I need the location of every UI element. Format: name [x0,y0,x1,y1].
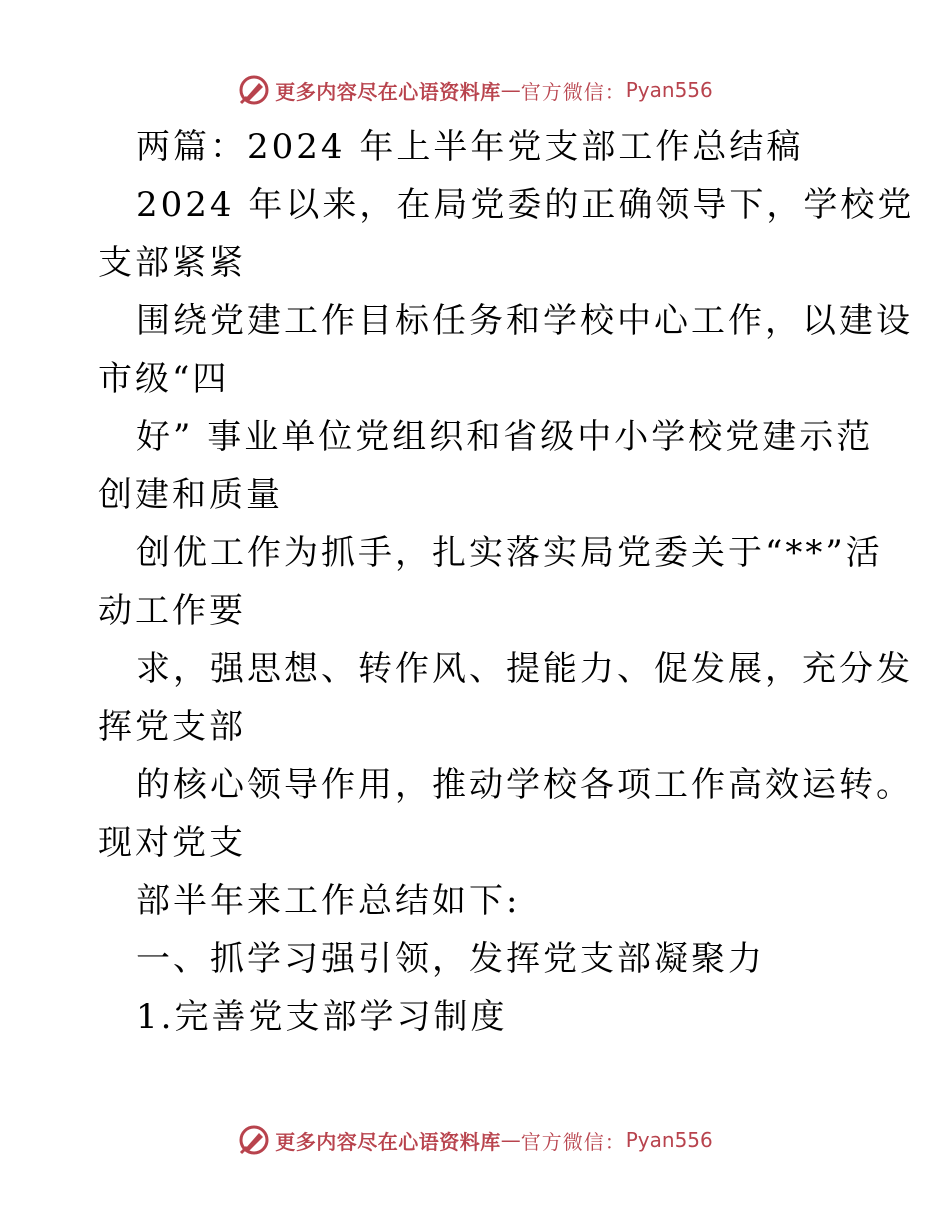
paragraph-line: 现对党支 [98,823,246,863]
paragraph-line: 求，强思想、转作风、提能力、促发展，充分发 [136,649,913,689]
banner-dash: — [500,78,521,102]
paragraph-line: 支部紧紧 [98,243,246,283]
paragraph-line: 部半年来工作总结如下: [136,881,521,921]
pen-nib-logo-icon [237,1123,271,1157]
footer-banner [0,1118,950,1162]
banner-wechat-id: Pyan556 [625,1128,713,1152]
section-heading: 一、抓学习强引领，发挥党支部凝聚力 [136,939,765,979]
paragraph-line: 动工作要 [98,591,246,631]
banner-wechat-label: 官方微信： [520,79,626,104]
pen-nib-logo-icon [237,73,271,107]
banner-brand-text: 更多内容尽在心语资料库 [275,79,501,104]
paragraph-line: 2024 年以来，在局党委的正确领导下，学校党 [136,185,915,225]
banner-wechat-id: Pyan556 [625,78,713,102]
banner-dash: — [500,1128,521,1152]
paragraph-line: 围绕党建工作目标任务和学校中心工作，以建设 [136,301,913,341]
banner-wechat-label: 官方微信： [520,1129,626,1154]
subsection-heading: 1.完善党支部学习制度 [136,997,508,1037]
paragraph-line: 市级“四 [98,359,230,399]
paragraph-line: 创建和质量 [98,475,283,515]
paragraph-line: 挥党支部 [98,707,246,747]
paragraph-line: 好” 事业单位党组织和省级中小学校党建示范 [136,417,874,457]
paragraph-line: 创优工作为抓手，扎实落实局党委关于“**”活 [136,533,883,573]
document-title: 两篇：2024 年上半年党支部工作总结稿 [136,127,804,167]
header-banner [0,68,950,112]
paragraph-line: 的核心领导作用，推动学校各项工作高效运转。 [136,765,913,805]
banner-brand-text: 更多内容尽在心语资料库 [275,1129,501,1154]
